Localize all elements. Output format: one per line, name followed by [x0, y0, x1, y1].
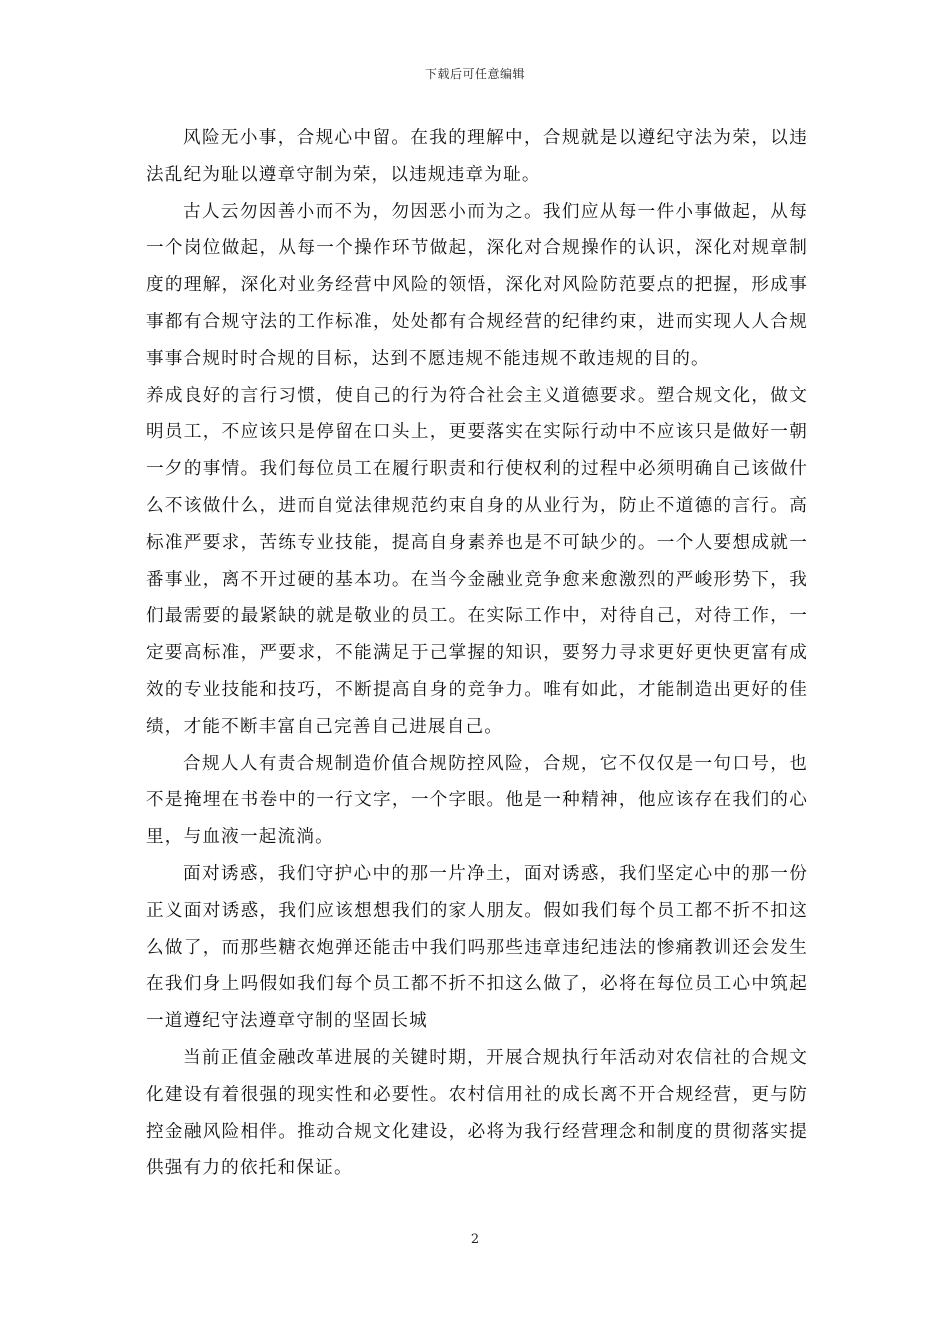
page-number: 2 [470, 1232, 480, 1247]
document-body [146, 120, 808, 1187]
page-header: 下载后可任意编辑 [424, 67, 525, 81]
paragraph-6: 当前正值金融改革进展的关键时期，开展合规执行年活动对农信社的合规文化建设有着很强的现实性和必要性。农村信用社的成长离不开合规经营，更与防控金融风险相伴。推动合规文化建设，必将为我行经营理念和制度的贯彻落实提供强有力的依托和保证。 [146, 1047, 808, 1179]
paragraph-2: 古人云勿因善小而不为，勿因恶小而为之。我们应从每一件小事做起，从每一个岗位做起，从每一个操作环节做起，深化对合规操作的认识，深化对规章制度的理解，深化对业务经营中风险的领悟，深化对风险防范要点的把握，形成事事都有合规守法的工作标准，处处都有合规经营的纪律约束，进而实现人人合规事事合规时时合规的目标，达到不愿违规不能违规不敢违规的目的。 [146, 201, 808, 369]
paragraph-4: 合规人人有责合规制造价值合规防控风险，合规，它不仅仅是一句口号，也不是掩埋在书卷中的一行文字，一个字眼。他是一种精神，他应该存在我们的心里，与血液一起流淌。 [146, 753, 808, 848]
paragraph-1: 风险无小事，合规心中留。在我的理解中，合规就是以遵纪守法为荣，以违法乱纪为耻以遵章守制为荣，以违规违章为耻。 [146, 128, 808, 185]
paragraph-5: 面对诱惑，我们守护心中的那一片净土，面对诱惑，我们坚定心中的那一份正义面对诱惑，我们应该想想我们的家人朋友。假如我们每个员工都不折不扣这么做了，而那些糖衣炮弹还能击中我们吗那些违章违纪违法的惨痛教训还会发生在我们身上吗假如我们每个员工都不折不扣这么做了，必将在每位员工心中筑起一道遵纪守法遵章守制的坚固长城 [146, 863, 808, 1032]
paragraph-3: 养成良好的言行习惯，使自己的行为符合社会主义道德要求。塑合规文化，做文明员工，不应该只是停留在口头上，更要落实在实际行动中不应该只是做好一朝一夕的事情。我们每位员工在履行职责和行使权利的过程中必须明确自己该做什么不该做什么，进而自觉法律规范约束自身的从业行为，防止不道德的言行。高标准严要求，苦练专业技能，提高自身素养也是不可缺少的。一个人要想成就一番事业，离不开过硬的基本功。在当今金融业竞争愈来愈激烈的严峻形势下，我们最需要的最紧缺的就是敬业的员工。在实际工作中，对待自己，对待工作，一定要高标准，严要求，不能满足于己掌握的知识，要努力寻求更好更快更富有成效的专业技能和技巧，不断提高自身的竞争力。唯有如此，才能制造出更好的佳绩，才能不断丰富自己完善自己进展自己。 [146, 385, 808, 737]
